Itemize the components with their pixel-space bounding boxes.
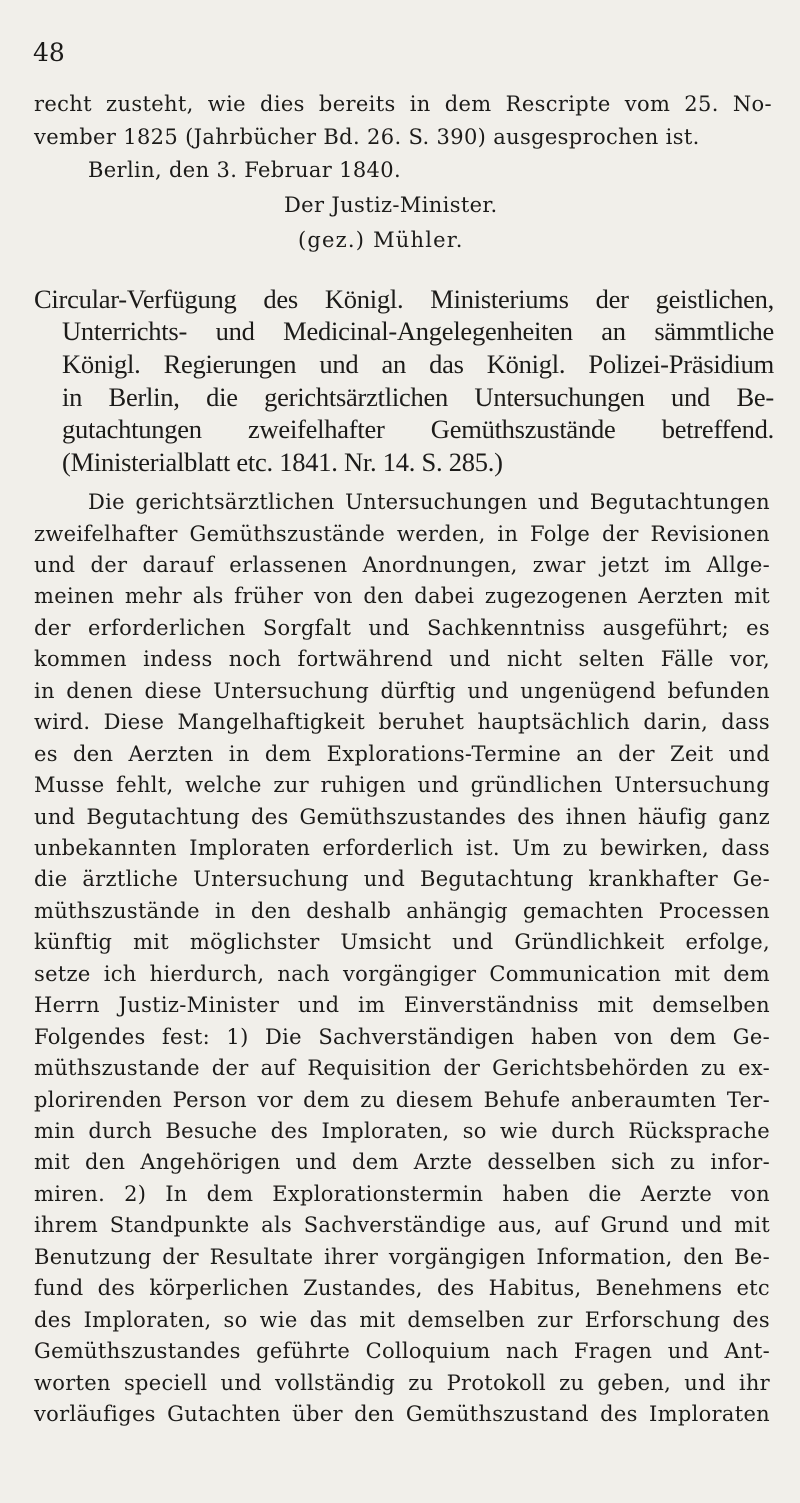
body-line: der erforderlichen Sorgfalt und Sachkenntniss ausgeführt; es — [34, 615, 770, 640]
page-number: 48 — [33, 38, 65, 67]
body-line: zweifelhafter Gemüthszustände werden, in Folge der Revisionen — [34, 521, 770, 546]
body-line: worten speciell und vollständig zu Protokoll zu geben, und ihr — [34, 1370, 770, 1395]
heading-line: gutachtungen zweifelhafter Gemüthszustände betreffend. — [62, 414, 774, 444]
body-line: vorläufiges Gutachten über den Gemüthszustand des Imploraten — [34, 1402, 770, 1426]
body-line: müthszustande der auf Requisition der Gerichtsbehörden zu ex- — [34, 1056, 770, 1081]
body-line: unbekannten Imploraten erforderlich ist. Um zu bewirken, dass — [34, 836, 770, 860]
heading-line: Circular-Verfügung des Königl. Ministeriums der geistlichen, — [34, 284, 774, 314]
body-line: in denen diese Untersuchung dürftig und ungenügend befunden — [34, 678, 770, 703]
body-line: fund des körperlichen Zustandes, des Habitus, Benehmens etc — [34, 1276, 770, 1301]
signature: (gez.) Mühler. — [298, 228, 464, 252]
heading-line: Unterrichts- und Medicinal-Angelegenheiten an sämmtliche — [62, 316, 774, 346]
body-line: Musse fehlt, welche zur ruhigen und gründlichen Untersuchung — [34, 773, 770, 797]
preamble-line: recht zusteht, wie dies bereits in dem Rescripte vom 25. No- — [34, 92, 772, 116]
body-line: und der darauf erlassenen Anordnungen, zwar jetzt im Allge- — [34, 552, 770, 577]
body-line: meinen mehr als früher von den dabei zugezogenen Aerzten mit — [34, 584, 770, 609]
body-line: es den Aerzten in dem Explorations-Termine an der Zeit und — [34, 741, 770, 766]
body-line: Benutzung der Resultate ihrer vorgängigen Information, den Be- — [34, 1244, 770, 1269]
body-line: kommen indess noch fortwährend und nicht selten Fälle vor, — [34, 647, 770, 672]
preamble-line: vember 1825 (Jahrbücher Bd. 26. S. 390) ausgesprochen ist. — [34, 125, 700, 149]
body-line: Folgendes fest: 1) Die Sachverständigen haben von dem Ge- — [34, 1024, 770, 1049]
body-line: mit den Angehörigen und dem Arzte desselben sich zu infor- — [34, 1150, 770, 1175]
body-line: und Begutachtung des Gemüthszustandes des ihnen häufig ganz — [34, 804, 770, 829]
body-line: die ärztliche Untersuchung und Begutachtung krankhafter Ge- — [34, 867, 770, 892]
body-line: setze ich hierdurch, nach vorgängiger Communication mit dem — [34, 961, 770, 986]
body-line: miren. 2) In dem Explorationstermin haben die Aerzte von — [34, 1181, 770, 1206]
body-line: ihrem Standpunkte als Sachverständige aus, auf Grund und mit — [34, 1213, 770, 1238]
body-line: plorirenden Person vor dem zu diesem Behufe anberaumten Ter- — [34, 1087, 770, 1112]
body-line: Die gerichtsärztlichen Untersuchungen und Begutachtungen — [88, 490, 770, 514]
body-line: des Imploraten, so wie das mit demselben zur Erforschung des — [34, 1307, 770, 1332]
body-line: künftig mit möglichster Umsicht und Gründlichkeit erfolge, — [34, 930, 770, 955]
body-line: Herrn Justiz-Minister und im Einverständniss mit demselben — [34, 993, 770, 1018]
body-line: Gemüthszustandes geführte Colloquium nach Fragen und Ant- — [34, 1339, 770, 1364]
heading-line: Königl. Regierungen und an das Königl. Polizei-Präsidium — [62, 349, 774, 379]
date-line: Berlin, den 3. Februar 1840. — [88, 158, 401, 182]
signatory-title: Der Justiz-Minister. — [284, 193, 498, 217]
body-line: müthszustände in den deshalb anhängig gemachten Processen — [34, 898, 770, 923]
body-line: min durch Besuche des Imploraten, so wie durch Rücksprache — [34, 1119, 770, 1143]
heading-line: in Berlin, die gerichtsärztlichen Untersuchungen und Be- — [62, 382, 774, 412]
body-line: wird. Diese Mangelhaftigkeit beruhet hauptsächlich darin, dass — [34, 710, 770, 735]
heading-reference: (Ministerialblatt etc. 1841. Nr. 14. S. 285.) — [62, 447, 503, 477]
